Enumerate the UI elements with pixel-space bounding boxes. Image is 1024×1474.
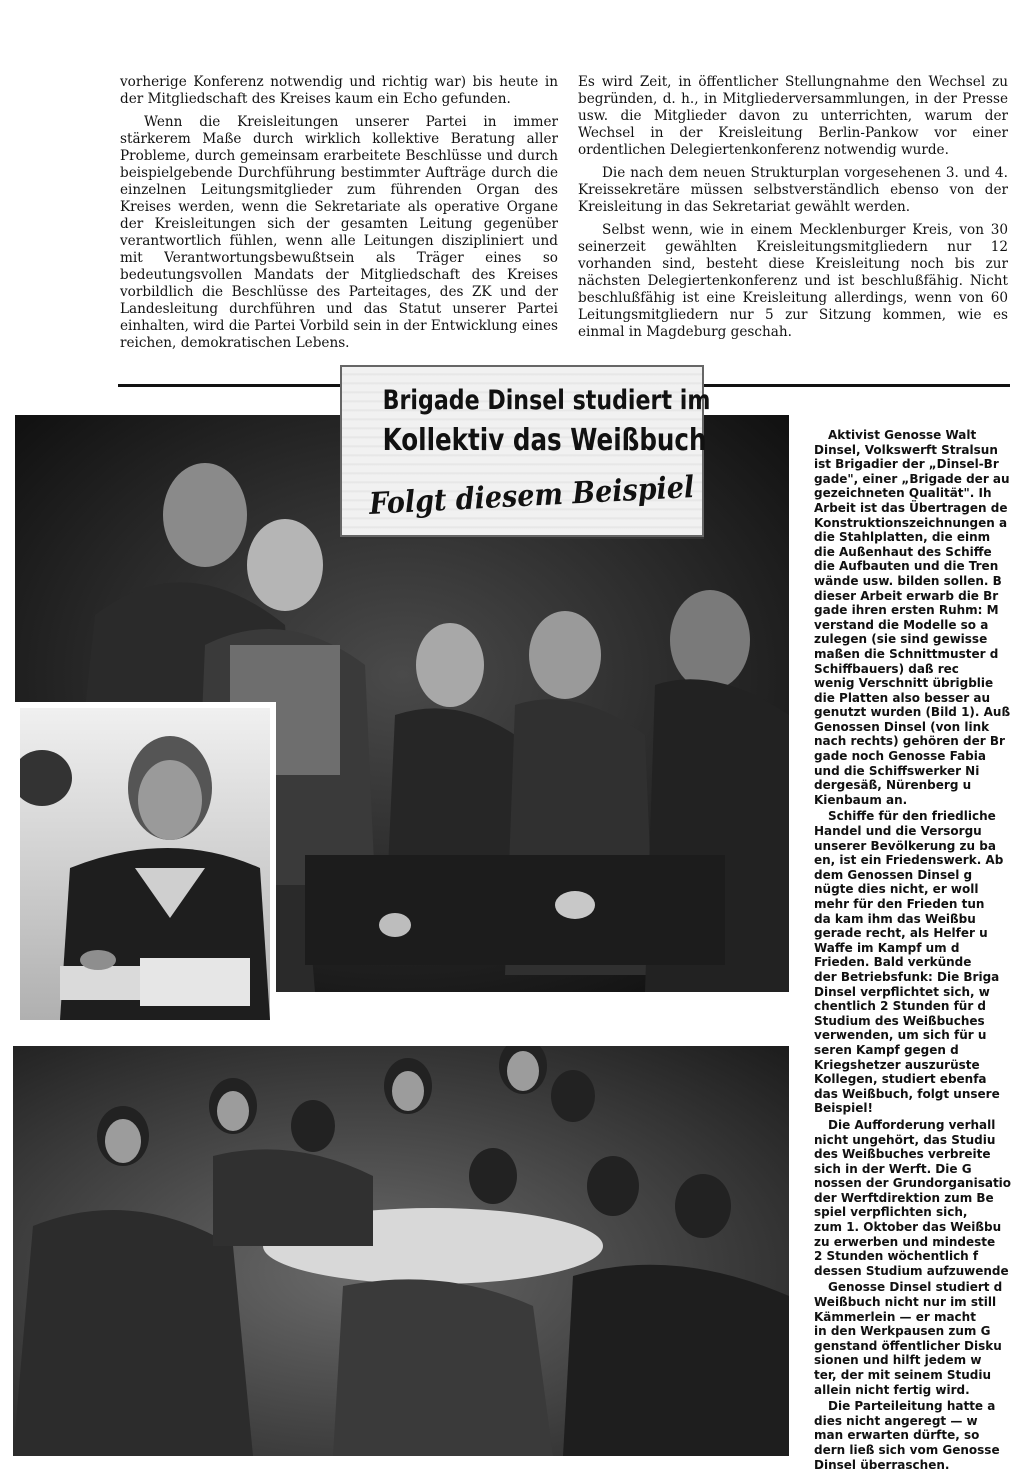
sign-line-2: Kollektiv das Weißbuch (382, 423, 707, 458)
article-paragraph: vorherige Konferenz notwendig und richtig war) bis heute in der Mitgliedschaft des Kreises kaum ein Echo gefunden. (120, 74, 558, 107)
article-paragraph: Wenn die Kreisleitungen unserer Partei in immer stärkerem Maße durch wirklich kollektive Beratung aller Probleme, durch gemeinsam erarbeitete Beschlüsse und durch beispielgebende Durchführung bestimmter Aufträge durch die einzelnen Leitungsmitglieder zum führenden Organ des Kreises werden, wenn die Sekretariate als operative Organe der Kreisleitungen sich der gesamten Leitung gegenüber verantwortlich fühlen, wenn alle Leitungen diszipliniert und mit Verantwortungsbewußtsein als Träger eines so bedeutungsvollen Mandats der Mitgliedschaft des Kreises vorbildlich die Beschlüsse des Parteitages, des ZK und der Landesleitung durchführen und das Statut unserer Partei einhalten, wird die Partei Vorbild sein in der Entwicklung eines reichen, demokratischen Lebens. (120, 114, 558, 351)
photo-group-table (13, 1046, 789, 1456)
caption-paragraph: Genosse Dinsel studiert d Weißbuch nicht nur im still Kämmerlein — er macht in den Werkpausen zum G genstand öffentlicher Disku sionen und hilft jedem w ter, der mit seinem Studiu allein nicht fertig wird. (814, 1280, 1003, 1397)
photo-caption (814, 428, 1024, 1474)
sign-line-1: Brigade Dinsel studiert im (382, 385, 711, 416)
article-column-right (578, 74, 1008, 347)
article-column-left (120, 74, 558, 358)
brigade-sign (340, 365, 711, 537)
caption-paragraph: Die Parteileitung hatte a dies nicht angeregt — w man erwarten dürfte, so dern ließ sich vom Genosse Dinsel überraschen. (814, 1399, 1000, 1472)
photo-man-writing (14, 702, 276, 1026)
article-paragraph: Die nach dem neuen Strukturplan vorgesehenen 3. und 4. Kreissekretäre müssen selbstverständlich ebenso von der Kreisleitung in das Sekretariat gewählt werden. (578, 165, 1008, 215)
caption-paragraph: Aktivist Genosse Walt Dinsel, Volkswerft Stralsun ist Brigadier der „Dinsel-Br gade", einer „Brigade der au gezeichneten Qualität". Ih Arbeit ist das Übertragen de Konstruktionszeichnungen a die Stahlplatten, die einm die Außenhaut des Schiffe die Aufbauten und die Tren wände usw. bilden sollen. B dieser Arbeit erwarb die Br gade ihren ersten Ruhm: M verstand die Modelle so a zulegen (sie sind gewisse maßen die Schnittmuster d Schiffbauers) daß rec wenig Verschnitt übrigblie die Platten also besser au genutzt wurden (Bild 1). Auß Genossen Dinsel (von link nach rechts) gehören der Br gade noch Genosse Fabia und die Schiffswerker Ni dergesäß, Nürenberg u Kienbaum an. (814, 428, 1011, 807)
caption-paragraph: Schiffe für den friedliche Handel und die Versorgu unserer Bevölkerung zu ba en, ist ein Friedenswerk. Ab dem Genossen Dinsel g nügte dies nicht, er woll mehr für den Frieden tun da kam ihm das Weißbu gerade recht, als Helfer u Waffe im Kampf um d Frieden. Bald verkünde der Betriebsfunk: Die Briga Dinsel verpflichtet sich, w chentlich 2 Stunden für d Studium des Weißbuches verwenden, um sich für u seren Kampf gegen d Kriegshetzer auszurüste Kollegen, studiert ebenfa das Weißbuch, folgt unsere Beispiel! (814, 809, 1004, 1116)
caption-paragraph: Die Aufforderung verhall nicht ungehört, das Studiu des Weißbuches verbreite sich in der Werft. Die G nossen der Grundorganisatio der Werftdirektion zum Be spiel verpflichten sich, zum 1. Oktober das Weißbu zu erwerben und mindeste 2 Stunden wöchentlich f dessen Studium aufzuwende (814, 1117, 1012, 1278)
sign-line-3: Folgt diesem Beispiel (368, 470, 696, 522)
article-paragraph: Selbst wenn, wie in einem Mecklenburger Kreis, von 30 seinerzeit gewählten Kreisleitungsmitgliedern nur 12 vorhanden sind, besteht diese Kreisleitung noch bis zur nächsten Delegiertenkonferenz und ist beschlußfähig. Nicht beschlußfähig ist eine Kreisleitung allerdings, wenn von 60 Leitungsmitgliedern nur 5 zur Sitzung kommen, wie es einmal in Magdeburg geschah. (578, 222, 1008, 340)
article-paragraph: Es wird Zeit, in öffentlicher Stellungnahme den Wechsel zu begründen, d. h., in Mitgliederversammlungen, in der Presse usw. die Mitglieder davon zu unterrichten, warum der Wechsel in der Kreisleitung Berlin-Pankow vor einer ordentlichen Delegiertenkonferenz notwendig wurde. (578, 74, 1008, 158)
